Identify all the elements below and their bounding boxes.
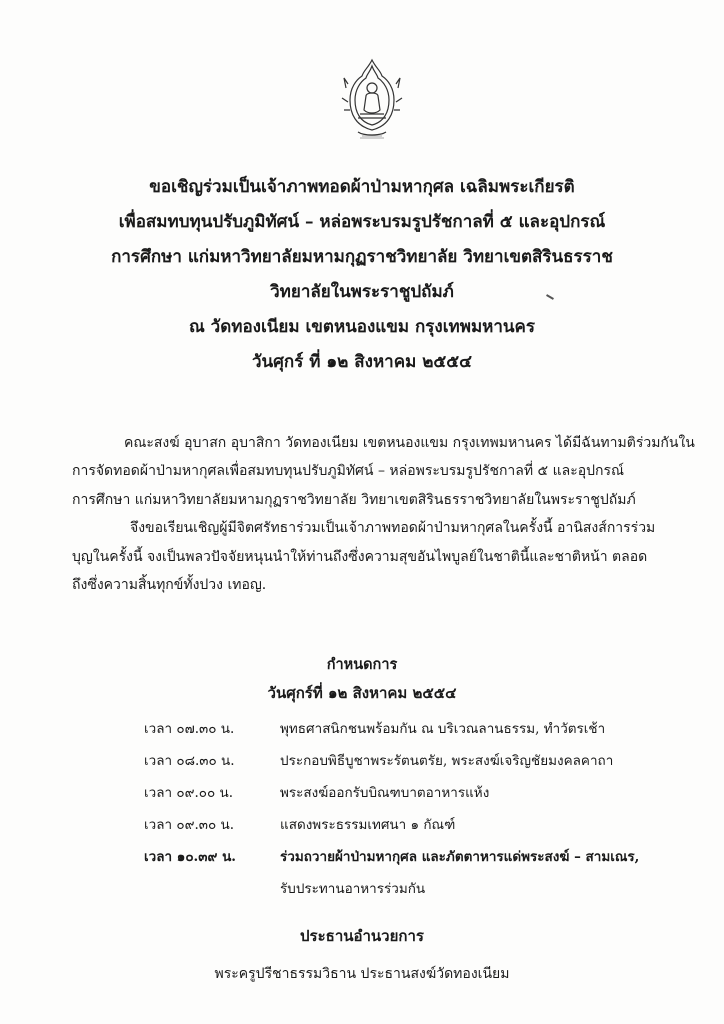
invitation-body-continued [72,457,656,600]
schedule-list [144,713,684,905]
schedule-row [144,745,684,777]
chairman-name: พระครูปรีชาธรรมวิธาน ประธานสงฆ์วัดทองเนียม [214,966,510,982]
buddha-seal-emblem-icon [340,58,404,140]
schedule-time: เวลา ๐๙.๐๐ น. [144,785,234,801]
title-line: เพื่อสมทบทุนปรับภูมิทัศน์ – หล่อพระบรมรูปรัชกาลที่ ๕ และอุปกรณ์ [118,212,606,232]
schedule-time: เวลา ๐๘.๓๐ น. [144,753,235,769]
schedule-time: เวลา ๐๗.๓๐ น. [144,721,235,737]
body-line: จึงขอเรียนเชิญผู้มีจิตศรัทธาร่วมเป็นเจ้าภาพทอดผ้าป่ามหากุศลในครั้งนี้ อานิสงส์การร่วม [130,520,656,536]
title-line: ขอเชิญร่วมเป็นเจ้าภาพทอดผ้าป่ามหากุศล เฉลิมพระเกียรติ [149,177,575,197]
body-line: บุญในครั้งนี้ จงเป็นพลวปัจจัยหนุนนำให้ท่านถึงซึ่งความสุขอันไพบูลย์ในชาตินี้และชาติหน้า ตลอด [72,548,648,565]
body-line: การศึกษา แก่มหาวิทยาลัยมหามกุฏราชวิทยาลัย วิทยาเขตสิรินธรราชวิทยาลัยในพระราชูปถัมภ์ [72,491,636,508]
schedule-date: วันศุกร์ที่ ๑๒ สิงหาคม ๒๕๕๔ [267,684,457,702]
invitation-body [124,429,695,458]
schedule-row [144,809,684,841]
schedule-activity-continuation: รับประทานอาหารร่วมกัน [280,881,426,897]
title-line: วิทยาลัยในพระราชูปถัมภ์ [270,282,454,302]
body-line: ถึงซึ่งความสิ้นทุกข์ทั้งปวง เทอญ. [72,577,267,593]
chairman-title: ประธานอำนวยการ [300,927,424,945]
body-line: คณะสงฆ์ อุบาสก อุบาสิกา วัดทองเนียม เขตหนองแขม กรุงเทพมหานคร ได้มีฉันทามติร่วมกันใน [124,435,695,451]
title-line: การศึกษา แก่มหาวิทยาลัยมหามกุฏราชวิทยาลัย วิทยาเขตสิรินธรราช [111,247,613,267]
schedule-row [144,841,684,873]
title-line: ณ วัดทองเนียม เขตหนองแขม กรุงเทพมหานคร [188,317,536,337]
body-line: การจัดทอดผ้าป่ามหากุศลเพื่อสมทบทุนปรับภูมิทัศน์ – หล่อพระบรมรูปรัชกาลที่ ๕ และอุปกรณ์ [72,463,624,479]
schedule-activity: พระสงฆ์ออกรับบิณฑบาตอาหารแห้ง [280,785,490,801]
schedule-row [144,713,684,745]
schedule-activity: ประกอบพิธีบูชาพระรัตนตรัย, พระสงฆ์เจริญชัยมงคลคาถา [280,753,614,769]
schedule-time: เวลา ๐๙.๓๐ น. [144,817,235,833]
schedule-activity: ร่วมถวายผ้าป่ามหากุศล และภัตตาหารแด่พระสงฆ์ – สามเณร, [280,849,640,865]
schedule-activity: พุทธศาสนิกชนพร้อมกัน ณ บริเวณลานธรรม, ทำวัตรเช้า [280,721,606,737]
chairman-block [60,922,664,994]
schedule-activity: แสดงพระธรรมเทศนา ๑ กัณฑ์ [280,817,456,833]
schedule-time: เวลา ๑๐.๓๙ น. [144,849,237,865]
invitation-title [60,170,664,380]
schedule-row [144,777,684,809]
title-line: วันศุกร์ ที่ ๑๒ สิงหาคม ๒๕๕๔ [251,352,473,372]
schedule-header [60,652,664,708]
schedule-title: กำหนดการ [326,656,398,673]
